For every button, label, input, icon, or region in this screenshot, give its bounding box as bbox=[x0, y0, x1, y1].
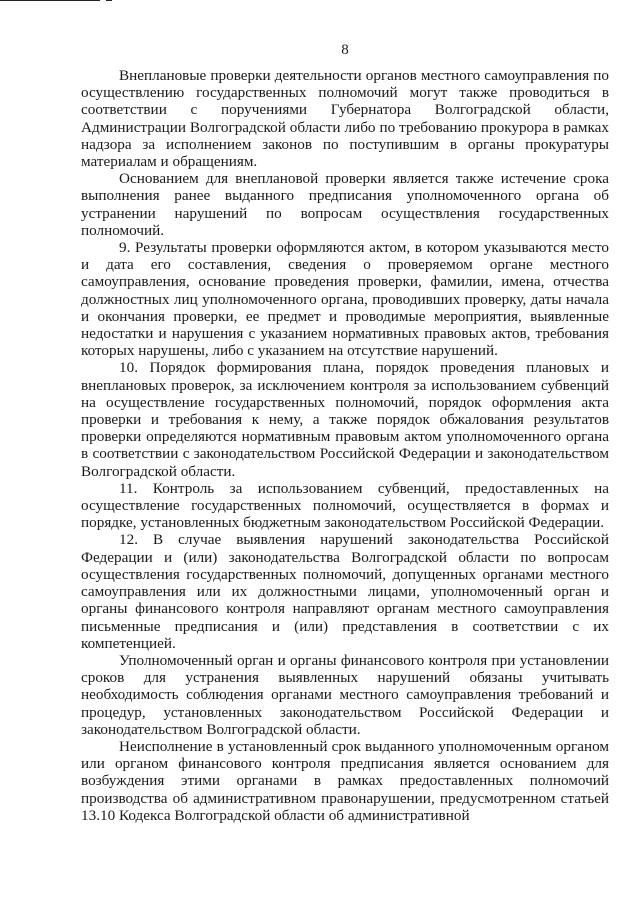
paragraph-10-planning-procedure: 10. Порядок формирования плана, порядок проведения плановых и внеплановых проверок, за исключением контроля за использованием субвенций на осуществление государственных полномочий, порядок оформления акта проверки и требования к нему, а также порядок обжалования результатов проверки определяются нормативным правовым актом уполномоченного органа в соответствии с законодательством Российской Федерации и законодательством Волгоградской области. bbox=[81, 359, 609, 480]
paragraph-11-subvention-control: 11. Контроль за использованием субвенций, предоставленных на осуществление государственных полномочий, осуществляется в формах и порядке, установленных бюджетным законодательством Российской Федерации. bbox=[81, 479, 609, 532]
paragraph-deadlines: Уполномоченный орган и органы финансового контроля при установлении сроков для устранения выявленных нарушений обязаны учитывать необходимость соблюдения органами местного самоуправления требований и процедур, установленных законодательством Российской Федерации и законодательством Волгоградской области. bbox=[81, 651, 609, 738]
paragraph-9-inspection-results: 9. Результаты проверки оформляются актом, в котором указываются место и дата его составления, сведения о проверяемом органе местного самоуправления, основание проведения проверки, фамилии, имена, отчества должностных лиц уполномоченного органа, проводивших проверку, даты начала и окончания проверки, ее предмет и проводимые мероприятия, выявленные недостатки и нарушения с указанием нормативных правовых актов, требования которых нарушены, либо с указанием на отсутствие нарушений. bbox=[81, 239, 609, 360]
header-rule-mark bbox=[106, 0, 112, 1]
page-number: 8 bbox=[341, 42, 349, 58]
paragraph-grounds-for-inspection: Основанием для внеплановой проверки является также истечение срока выполнения ранее выданного предписания уполномоченного органа об устранении нарушений по вопросам осуществления государственных полномочий. bbox=[81, 170, 609, 239]
body-text bbox=[81, 67, 609, 824]
header-rule bbox=[0, 0, 100, 1]
paragraph-12-violations: 12. В случае выявления нарушений законодательства Российской Федерации и (или) законодательства Волгоградской области по вопросам осуществления государственных полномочий, допущенных органами местного самоуправления или их должностными лицами, уполномоченный орган и органы финансового контроля направляют органам местного самоуправления письменные предписания и (или) представления в соответствии с их компетенцией. bbox=[81, 531, 609, 652]
paragraph-unscheduled-inspections: Внеплановые проверки деятельности органов местного самоуправления по осуществлению государственных полномочий могут также проводиться в соответствии с поручениями Губернатора Волгоградской области, Администрации Волгоградской области либо по требованию прокурора в рамках надзора за исполнением законов по поступившим в органы прокуратуры материалам и обращениям. bbox=[81, 67, 609, 171]
paragraph-non-compliance: Неисполнение в установленный срок выданного уполномоченным органом или органом финансового контроля предписания является основанием для возбуждения этими органами в рамках предоставленных полномочий производства об административном правонарушении, предусмотренном статьей 13.10 Кодекса Волгоградской области об административной bbox=[81, 737, 609, 824]
